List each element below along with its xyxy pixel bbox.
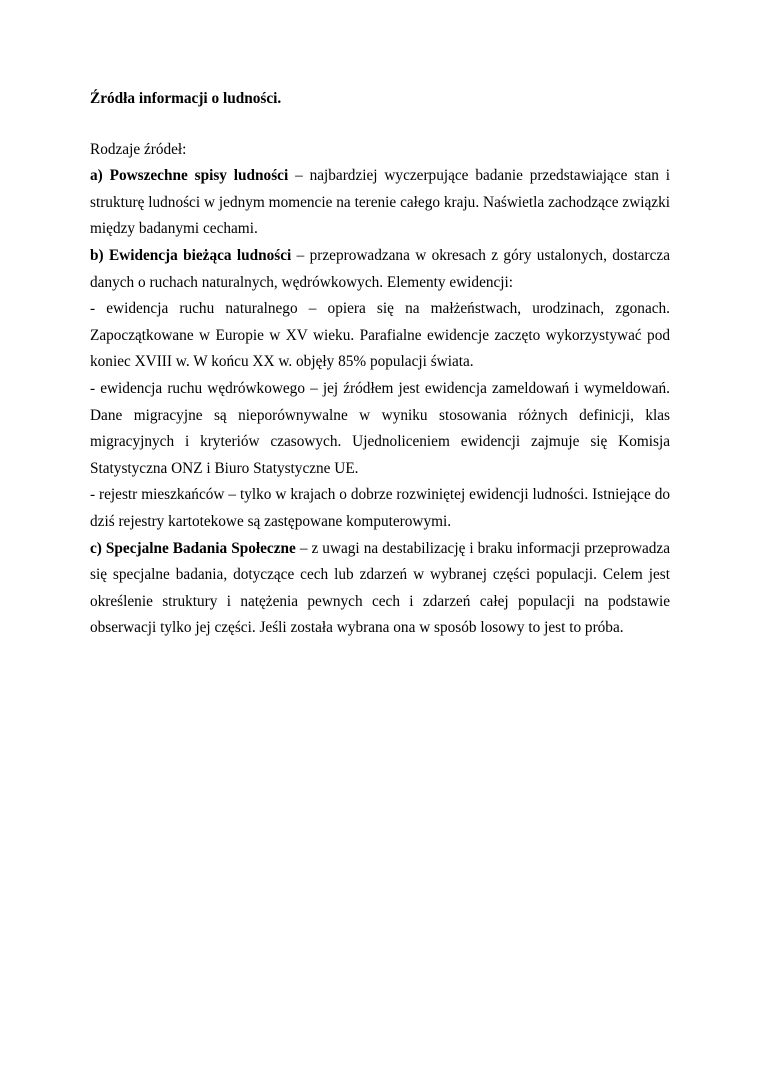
section-registration-label: b) Ewidencja bieżąca ludności [90, 246, 292, 264]
section-census [90, 163, 670, 243]
section-special-surveys-label: c) Specjalne Badania Społeczne [90, 539, 296, 557]
section-special-surveys [90, 536, 670, 642]
section-census-label: a) Powszechne spisy ludności [90, 167, 289, 185]
item-migration-movement: - ewidencja ruchu wędrówkowego – jej źródłem jest ewidencja zameldowań i wymeldowań. Dane migracyjne są nieporównywalne w wyniku stosowania różnych definicji, klas migracyjnych i kryteriów czasowych. Ujednoliceniem ewidencji zajmuje się Komisja Statystyczna ONZ i Biuro Statystyczne UE. [90, 379, 670, 477]
section-registration [90, 243, 670, 296]
section-special-surveys-text: – z uwagi na destabilizację i braku informacji przeprowadza się specjalne badania, dotyczące cech lub zdarzeń w wybranej części populacji. Celem jest określenie struktury i natężenia pewnych cech i zdarzeń całej populacji na podstawie obserwacji tylko jej części. Jeśli została wybrana ona w sposób losowy to jest to próba. [90, 539, 671, 637]
document-page [90, 86, 670, 642]
item-residents-register: - rejestr mieszkańców – tylko w krajach o dobrze rozwiniętej ewidencji ludności. Istniejące do dziś rejestry kartotekowe są zastępowane komputerowymi. [90, 486, 670, 530]
section-census-text: – najbardziej wyczerpujące badanie przedstawiające stan i strukturę ludności w jednym momencie na terenie całego kraju. Naświetla zachodzące związki między badanymi cechami. [90, 167, 671, 238]
sources-heading: Rodzaje źródeł: [90, 140, 187, 158]
document-title: Źródła informacji o ludności. [90, 90, 282, 107]
item-natural-movement: - ewidencja ruchu naturalnego – opiera się na małżeństwach, urodzinach, zgonach. Zapoczątkowane w Europie w XV wieku. Parafialne ewidencje zaczęto wykorzystywać pod koniec XVIII w. W końcu XX w. objęły 85% populacji świata. [90, 300, 670, 371]
section-registration-text: – przeprowadzana w okresach z góry ustalonych, dostarcza danych o ruchach naturalnych, wędrówkowych. Elementy ewidencji: [90, 246, 671, 291]
